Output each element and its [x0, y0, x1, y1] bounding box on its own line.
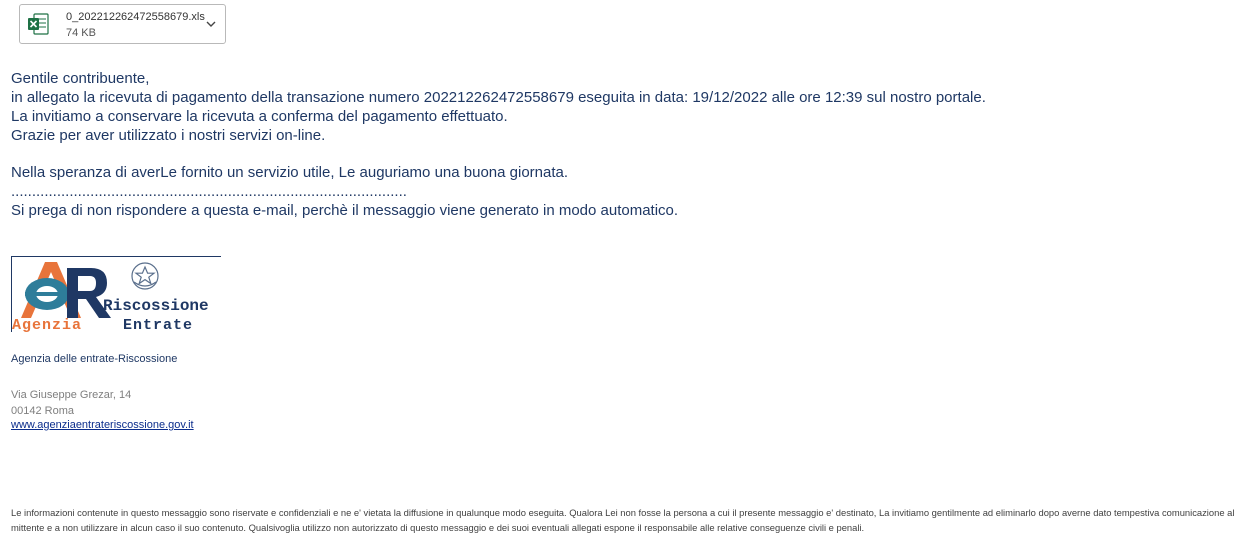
message-line: Grazie per aver utilizzato i nostri servizi on-line. — [11, 127, 326, 144]
dotted-separator: ............................................................................................... — [11, 183, 407, 200]
signature-address — [11, 387, 131, 419]
no-reply-notice: Si prega di non rispondere a questa e-mail, perchè il messaggio viene generato in modo automatico. — [11, 202, 679, 219]
agenzia-entrate-riscossione-logo — [11, 256, 221, 332]
message-body — [11, 69, 986, 220]
attachment-card[interactable] — [19, 4, 226, 44]
attachment-size: 74 KB — [66, 27, 96, 39]
signature-org: Agenzia delle entrate-Riscossione — [11, 353, 178, 365]
chevron-down-icon[interactable] — [205, 19, 217, 29]
message-line: La invitiamo a conservare la ricevuta a conferma del pagamento effettuato. — [11, 108, 508, 125]
website-link[interactable]: www.agenziaentrateriscossione.gov.it — [11, 419, 194, 431]
logo-brand: Riscossione — [103, 297, 209, 315]
address-street: Via Giuseppe Grezar, 14 — [11, 389, 132, 401]
excel-file-icon — [27, 13, 49, 35]
logo-line1: Agenzia — [12, 317, 83, 332]
address-city: 00142 Roma — [11, 405, 74, 417]
logo-line2: Entrate — [123, 317, 194, 332]
message-line: in allegato la ricevuta di pagamento della transazione numero 202212262472558679 eseguita in data: 19/12/2022 alle ore 12:39 sul nostro portale. — [11, 89, 986, 106]
spacer — [11, 145, 986, 163]
message-line: Nella speranza di averLe fornito un servizio utile, Le auguriamo una buona giornata. — [11, 164, 569, 181]
greeting: Gentile contribuente, — [11, 70, 150, 87]
attachment-filename: 0_202212262472558679.xls — [66, 11, 205, 23]
legal-disclaimer: Le informazioni contenute in questo messaggio sono riservate e confidenziali e ne e' vietata la diffusione in qualunque modo eseguita. Qualora Lei non fosse la persona a cui il presente messaggio e' destinato, La invitiamo gentilmente ad eliminarlo dopo averne dato tempestiva comunicazione al mittente e a non utilizzare in alcun caso il suo contenuto. Qualsivoglia utilizzo non autorizzato di questo messaggio e dei suoi eventuali allegati espone il responsabile alle relative conseguenze civili e penali. — [11, 507, 1235, 533]
